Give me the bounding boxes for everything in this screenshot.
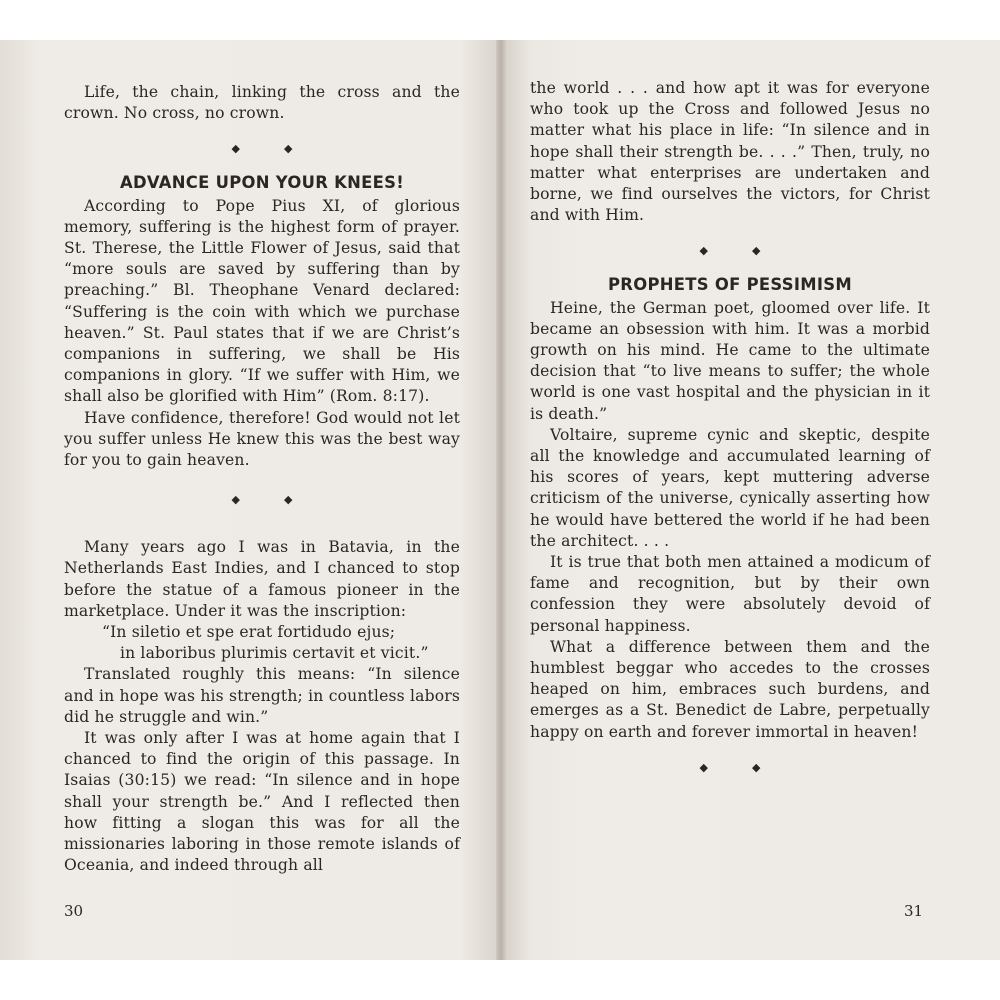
section-divider (64, 489, 460, 511)
section-heading: PROPHETS OF PESSIMISM (607, 275, 853, 295)
paragraph: Translated roughly this means: “In silence and in hope was his strength; in countless labors did he struggle and win.” (64, 665, 460, 726)
section-divider (530, 757, 930, 779)
section-divider (530, 240, 930, 262)
paragraph: It was only after I was at home again that I chanced to find the origin of this passage. In Isaias (30:15) we read: “In silence and in hope shall your strength be.” And I reflected then how fitting a slogan this was for all the missionaries laboring in those remote islands of Oceania, and indeed through all (64, 729, 460, 875)
right-page-text (530, 78, 930, 779)
paragraph: Heine, the German poet, gloomed over life. It became an obsession with him. It was a morbid growth on his mind. He came to the ultimate decision that “to live means to suffer; the whole world is one vast hospital and the physician in it is death.” (530, 298, 930, 423)
section-heading: ADVANCE UPON YOUR KNEES! (119, 173, 405, 193)
paragraph: According to Pope Pius XI, of glorious memory, suffering is the highest form of prayer. St. Therese, the Little Flower of Jesus, said that “more souls are saved by suffering than by preaching.” Bl. Theophane Venard declared: “Suffering is the coin with which we purchase heaven.” St. Paul states that if we are Christ’s companions in suffering, we shall be His companions in glory. “If we suffer with Him, we shall also be glorified with Him” (Rom. 8:17). (64, 196, 460, 406)
book-spread (0, 40, 1000, 960)
page-number: 30 (64, 902, 84, 920)
diamond-icon: ◆ (752, 760, 761, 774)
paragraph: Voltaire, supreme cynic and skeptic, despite all the knowledge and accumulated learning of his scores of years, kept muttering adverse criticism of the universe, cynically asserting how he would have bettered the world if he had been the architect. . . . (530, 425, 930, 550)
opening-paragraph: Life, the chain, linking the cross and the crown. No cross, no crown. (64, 83, 460, 123)
diamond-icon: ◆ (231, 142, 240, 156)
paragraph: What a difference between them and the humblest beggar who accedes to the crosses heaped on him, embraces such burdens, and emerges as a St. Benedict de Labre, perpetually happy on earth and forever immortal in heaven! (530, 637, 930, 741)
diamond-icon: ◆ (231, 493, 240, 507)
paragraph: Have confidence, therefore! God would not let you suffer unless He knew this was the best way for you to gain heaven. (64, 408, 460, 470)
diamond-icon: ◆ (284, 493, 293, 507)
diamond-icon: ◆ (699, 760, 708, 774)
book-gutter (496, 40, 506, 960)
continuation-paragraph: the world . . . and how apt it was for everyone who took up the Cross and followed Jesus no matter what his place in life: “In silence and in hope shall their strength be. . . .” Then, truly, no matter what enterprises are undertaken and borne, we find ourselves the victors, for Christ and with Him. (530, 79, 930, 225)
left-page-text (64, 82, 460, 877)
paragraph: It is true that both men attained a modicum of fame and recognition, but by their own confession they were absolutely devoid of personal happiness. (530, 553, 930, 635)
diamond-icon: ◆ (752, 244, 761, 258)
section-divider (64, 138, 460, 160)
quote-line: in laboribus plurimis certavit et vicit.” (120, 644, 429, 663)
diamond-icon: ◆ (699, 244, 708, 258)
paragraph: Many years ago I was in Batavia, in the Netherlands East Indies, and I chanced to stop before the statue of a famous pioneer in the marketplace. Under it was the inscription: (64, 538, 460, 620)
page-number: 31 (904, 902, 924, 920)
diamond-icon: ◆ (284, 142, 293, 156)
quote-line: “In siletio et spe erat fortidudo ejus; (102, 623, 396, 642)
